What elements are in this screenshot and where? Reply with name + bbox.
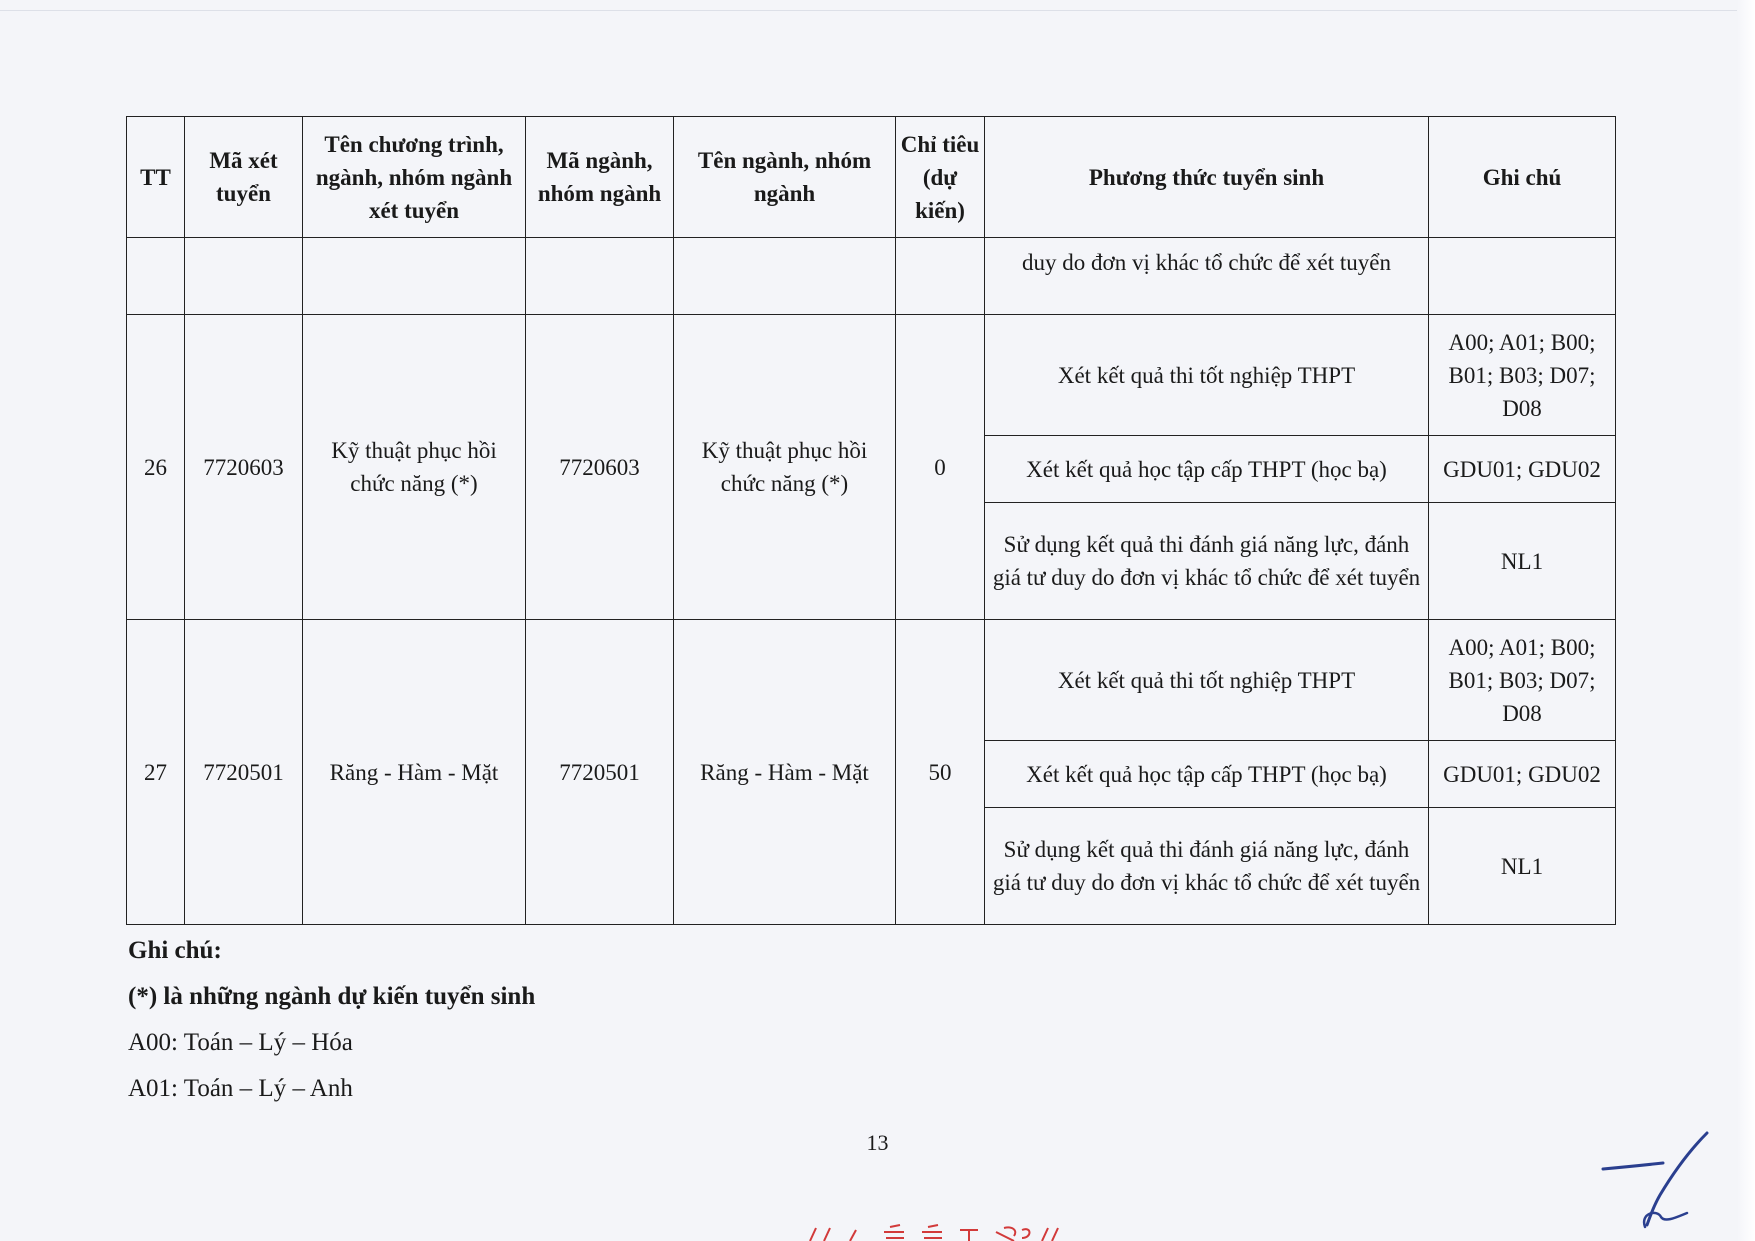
table-cell — [303, 238, 526, 315]
cell-ten-nganh: Răng - Hàm - Mặt — [674, 620, 896, 925]
cell-phuong-thuc: Sử dụng kết quả thi đánh giá năng lực, đánh giá tư duy do đơn vị khác tổ chức để xét tuyển — [985, 808, 1429, 925]
table-cell-ghi-chu — [1429, 238, 1616, 315]
admissions-table — [126, 116, 1616, 925]
cell-ma-nganh: 7720603 — [526, 315, 674, 620]
table-cell — [526, 238, 674, 315]
cell-chi-tieu: 0 — [896, 315, 985, 620]
notes-section — [128, 928, 535, 1112]
header-tt: TT — [127, 117, 185, 238]
cell-ghi-chu: A00; A01; B00; B01; B03; D07; D08 — [1429, 315, 1616, 436]
notes-heading: Ghi chú: — [128, 937, 222, 964]
stamp-fragment — [800, 1218, 1060, 1241]
header-ma-xet-tuyen: Mã xét tuyển — [185, 117, 303, 238]
cell-ma-xet-tuyen: 7720501 — [185, 620, 303, 925]
table-cell-phuong-thuc: duy do đơn vị khác tổ chức để xét tuyển — [985, 238, 1429, 315]
cell-ma-xet-tuyen: 7720603 — [185, 315, 303, 620]
cell-ghi-chu: A00; A01; B00; B01; B03; D07; D08 — [1429, 620, 1616, 741]
header-chi-tieu: Chỉ tiêu (dự kiến) — [896, 117, 985, 238]
page-number: 13 — [866, 1130, 889, 1155]
table-cell — [127, 238, 185, 315]
header-phuong-thuc: Phương thức tuyển sinh — [985, 117, 1429, 238]
cell-chi-tieu: 50 — [896, 620, 985, 925]
page-edge-shadow — [1737, 0, 1755, 1241]
notes-item: A01: Toán – Lý – Anh — [128, 1075, 353, 1102]
header-ghi-chu: Ghi chú — [1429, 117, 1616, 238]
notes-star-note: (*) là những ngành dự kiến tuyển sinh — [128, 983, 536, 1010]
cell-ten-chuong-trinh: Răng - Hàm - Mặt — [303, 620, 526, 925]
header-ma-nganh: Mã ngành, nhóm ngành — [526, 117, 674, 238]
cell-ghi-chu: GDU01; GDU02 — [1429, 436, 1616, 503]
cell-ten-nganh: Kỹ thuật phục hồi chức năng (*) — [674, 315, 896, 620]
cell-phuong-thuc: Xét kết quả thi tốt nghiệp THPT — [985, 620, 1429, 741]
cell-ten-chuong-trinh: Kỹ thuật phục hồi chức năng (*) — [303, 315, 526, 620]
table-row — [127, 620, 1616, 741]
cell-phuong-thuc: Sử dụng kết quả thi đánh giá năng lực, đánh giá tư duy do đơn vị khác tổ chức để xét tuyển — [985, 503, 1429, 620]
cell-ma-nganh: 7720501 — [526, 620, 674, 925]
cell-tt: 26 — [127, 315, 185, 620]
header-ten-nganh: Tên ngành, nhóm ngành — [674, 117, 896, 238]
signature-mark — [1595, 1125, 1715, 1235]
table-cell — [185, 238, 303, 315]
table-header-row — [127, 117, 1616, 238]
cell-phuong-thuc: Xét kết quả thi tốt nghiệp THPT — [985, 315, 1429, 436]
scan-edge — [0, 0, 1755, 11]
cell-tt: 27 — [127, 620, 185, 925]
table-cell — [674, 238, 896, 315]
table-row — [127, 315, 1616, 436]
header-ten-chuong-trinh: Tên chương trình, ngành, nhóm ngành xét tuyển — [303, 117, 526, 238]
cell-ghi-chu: NL1 — [1429, 808, 1616, 925]
cell-ghi-chu: GDU01; GDU02 — [1429, 741, 1616, 808]
table-cell — [896, 238, 985, 315]
cell-phuong-thuc: Xét kết quả học tập cấp THPT (học bạ) — [985, 436, 1429, 503]
cell-ghi-chu: NL1 — [1429, 503, 1616, 620]
notes-item: A00: Toán – Lý – Hóa — [128, 1029, 353, 1056]
table-row-continuation — [127, 238, 1616, 315]
cell-phuong-thuc: Xét kết quả học tập cấp THPT (học bạ) — [985, 741, 1429, 808]
